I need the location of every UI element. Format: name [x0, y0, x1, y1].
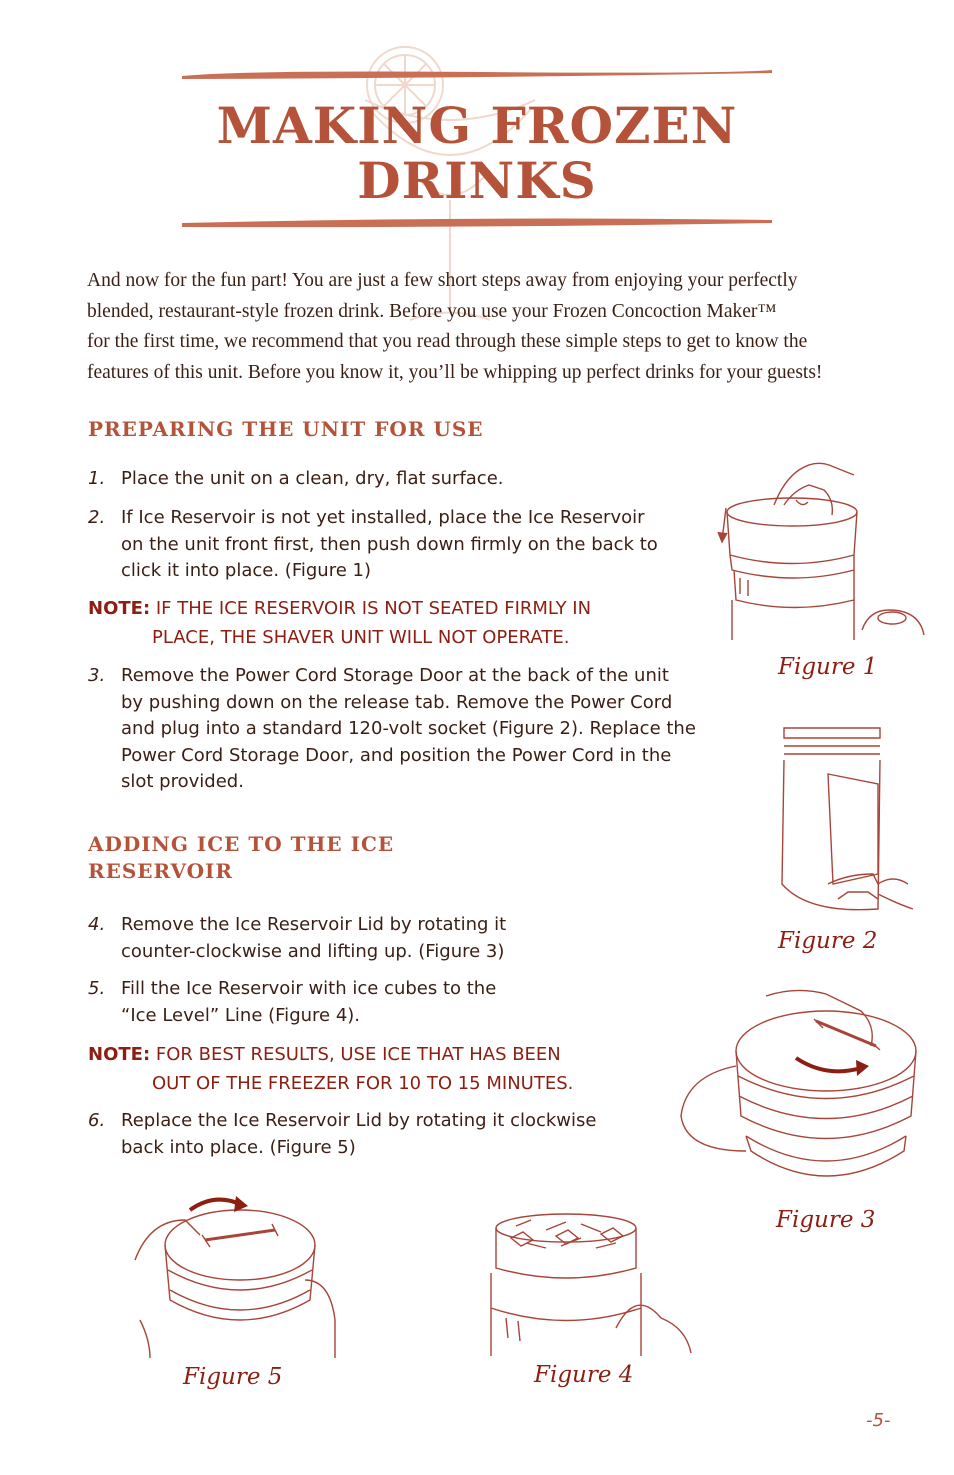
figure-2-illustration: [778, 724, 918, 919]
note-label: NOTE:: [88, 1044, 151, 1065]
figure-1-illustration: [714, 460, 934, 645]
note-ice-freezer: [88, 1040, 573, 1098]
step-3: [88, 663, 696, 796]
step-number: 5.: [88, 978, 106, 999]
intro-line-2: blended, restaurant-style frozen drink. Before you use your Frozen Concoction Maker™: [87, 300, 777, 322]
step-5: [88, 976, 496, 1029]
note-line-1: FOR BEST RESULTS, USE ICE THAT HAS BEEN: [155, 1044, 561, 1065]
step-text-line-2: back into place. (Figure 5): [121, 1136, 356, 1158]
figure-4-illustration: [486, 1208, 701, 1358]
figure-5-illustration: [130, 1190, 350, 1360]
step-text-line-1: Remove the Ice Reservoir Lid by rotating it: [121, 914, 507, 935]
title-line-2: DRINKS: [357, 151, 597, 210]
step-text-line-5: slot provided.: [121, 771, 244, 792]
step-text-line-1: Fill the Ice Reservoir with ice cubes to the: [121, 978, 497, 999]
title-line-1: MAKING FROZEN: [216, 96, 738, 155]
intro-line-3: for the first time, we recommend that you read through these simple steps to get to know the: [87, 331, 808, 352]
note-line-2: OUT OF THE FREEZER FOR 10 TO 15 MINUTES.: [152, 1073, 574, 1094]
figure-4-caption: Figure 4: [534, 1362, 634, 1388]
note-reservoir-seated: [88, 594, 591, 652]
figure-5-caption: Figure 5: [183, 1364, 283, 1390]
note-line-1: IF THE ICE RESERVOIR IS NOT SEATED FIRMLY IN: [155, 598, 592, 619]
step-text-line-1: Remove the Power Cord Storage Door at the back of the unit: [121, 665, 669, 686]
step-text-line-1: Replace the Ice Reservoir Lid by rotating it clockwise: [121, 1110, 597, 1131]
step-number: 3.: [88, 665, 106, 686]
note-label: NOTE:: [88, 598, 151, 619]
note-line-2: PLACE, THE SHAVER UNIT WILL NOT OPERATE.: [152, 627, 570, 648]
step-text: Place the unit on a clean, dry, flat surface.: [121, 468, 504, 489]
step-number: 6.: [88, 1110, 106, 1131]
page-number: -5-: [866, 1410, 891, 1431]
title-rule-bottom: [182, 214, 772, 230]
step-text-line-3: and plug into a standard 120-volt socket (Figure 2). Replace the: [121, 718, 696, 739]
title-rule-top: [182, 66, 772, 82]
step-4: [88, 912, 506, 965]
intro-line-4: features of this unit. Before you know it, you’ll be whipping up perfect drinks for your guests!: [87, 361, 823, 383]
step-text-line-2: “Ice Level” Line (Figure 4).: [121, 1004, 361, 1026]
step-6: [88, 1108, 596, 1161]
step-number: 4.: [88, 914, 106, 935]
page-title: [0, 98, 954, 208]
step-text-line-2: by pushing down on the release tab. Remove the Power Cord: [121, 691, 673, 713]
step-text-line-2: counter-clockwise and lifting up. (Figure 3): [121, 940, 505, 962]
figure-3-caption: Figure 3: [776, 1207, 876, 1233]
heading-line-2: RESERVOIR: [88, 859, 234, 883]
step-text-line-4: Power Cord Storage Door, and position the Power Cord in the: [121, 744, 672, 766]
intro-paragraph: [87, 266, 877, 388]
section-heading-preparing: PREPARING THE UNIT FOR USE: [88, 417, 484, 441]
intro-line-1: And now for the fun part! You are just a few short steps away from enjoying your perfectly: [87, 270, 798, 291]
step-number: 1.: [88, 468, 106, 489]
figure-2-caption: Figure 2: [778, 928, 878, 954]
step-text-line-2: on the unit front first, then push down firmly on the back to: [121, 533, 658, 555]
step-number: 2.: [88, 507, 106, 528]
step-1: [88, 466, 504, 493]
heading-line-1: ADDING ICE TO THE ICE: [88, 832, 395, 856]
section-heading-adding-ice: [88, 831, 394, 885]
step-2: [88, 505, 658, 585]
step-text-line-1: If Ice Reservoir is not yet installed, place the Ice Reservoir: [121, 507, 645, 528]
step-text-line-3: click it into place. (Figure 1): [121, 560, 371, 581]
figure-1-caption: Figure 1: [778, 654, 878, 680]
figure-3-illustration: [676, 986, 926, 1206]
